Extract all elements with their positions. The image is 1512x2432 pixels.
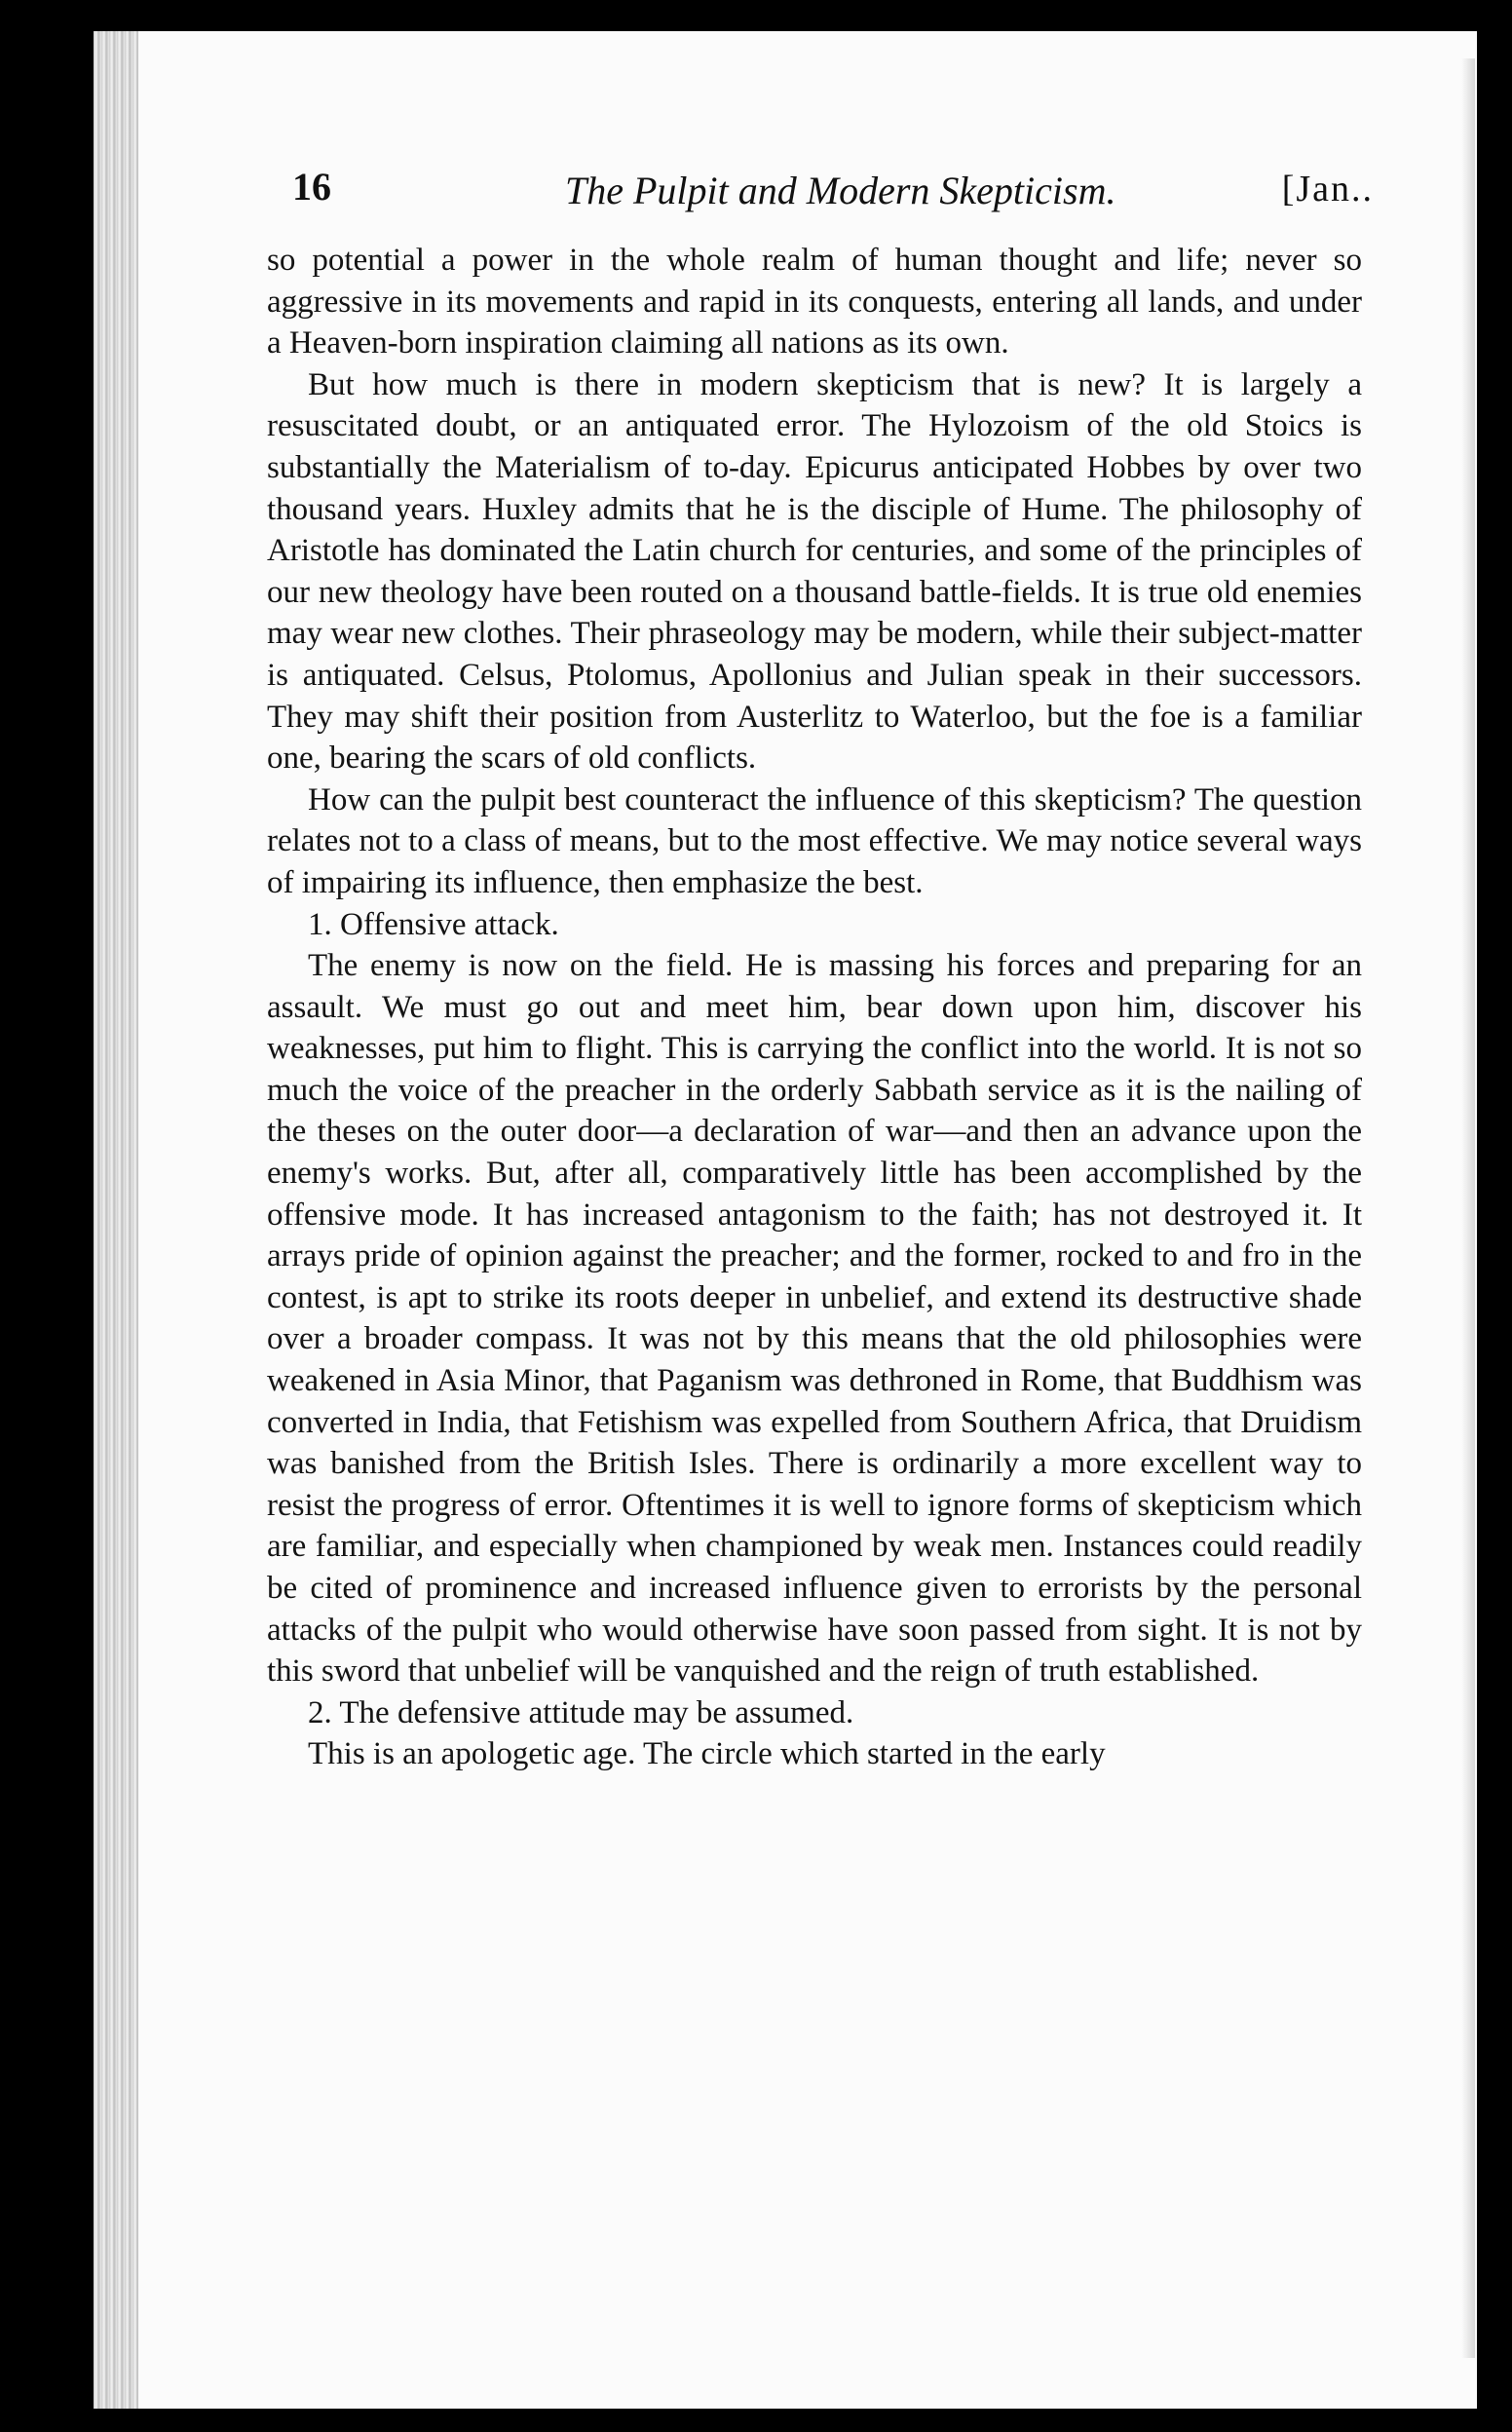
paragraph-counteract: How can the pulpit best counteract the influence of this skepticism? The question relates not to a class of means, but to the most effective. We may notice several ways of impairing its influence, then emphasize the best. (267, 781, 1362, 900)
heading-defensive-attitude: 2. The defensive attitude may be assumed. (308, 1694, 854, 1730)
paragraph-new-skepticism: But how much is there in modern skepticism that is new? It is largely a resuscitated doubt, or an antiquated error. The Hylozoism of the old Stoics is substantially the Materialism of to-day. Epicurus anticipated Hobbes by over two thousand years. Huxley admits that he is the disciple of Hume. The philosophy of Aristotle has dominated the Latin church for centuries, and some of the principles of our new theology have been routed on a thousand battle-fields. It is true old enemies may wear new clothes. Their phraseology may be modern, while their subject-matter is antiquated. Celsus, Ptolomus, Apollonius and Julian speak in their successors. They may shift their position from Austerlitz to Waterloo, but the foe is a familiar one, bearing the scars of old conflicts. (267, 366, 1362, 777)
paragraph-apologetic-age: This is an apologetic age. The circle which started in the early (308, 1736, 1106, 1772)
paragraph-continuation: so potential a power in the whole realm of human thought and life; never so aggressive in its movements and rapid in its conquests, entering all lands, and under a Heaven-born inspiration claiming all nations as its own. (267, 243, 1362, 361)
heading-offensive-attack: 1. Offensive attack. (308, 906, 559, 942)
running-header (292, 164, 1374, 222)
paragraph-enemy: The enemy is now on the field. He is massing his forces and preparing for an assault. We must go out and meet him, bear down upon him, discover his weaknesses, put him to flight. This is carrying the conflict into the world. It is not so much the voice of the preacher in the orderly Sabbath service as it is the nailing of the theses on the outer door—a declaration of war—and then an advance upon the enemy's works. But, after all, comparatively little has been accomplished by the offensive mode. It has increased antagonism to the faith; has not destroyed it. It arrays pride of opinion against the preacher; and the former, rocked to and fro in the contest, is apt to strike its roots deeper in unbelief, and extend its destructive shade over a broader compass. It was not by this means that the old philosophies were weakened in Asia Minor, that Paganism was dethroned in Rome, that Buddhism was converted in India, that Fetishism was expelled from Southern Africa, that Druidism was banished from the British Isles. There is ordinarily a more excellent way to resist the progress of error. Oftentimes it is well to ignore forms of skepticism which are familiar, and especially when championed by weak men. Instances could readily be cited of prominence and increased influence given to errorists by the personal attacks of the pulpit who would otherwise have soon passed from sight. It is not by this sword that unbelief will be vanquished and the reign of truth established. (267, 948, 1362, 1690)
running-title: The Pulpit and Modern Skepticism. (565, 169, 1116, 212)
body-text (267, 240, 1362, 1775)
book-gutter (94, 31, 138, 2409)
page-number: 16 (292, 165, 331, 209)
page-edge-shadow (1461, 58, 1475, 2358)
running-month: [Jan.. (1281, 169, 1374, 209)
